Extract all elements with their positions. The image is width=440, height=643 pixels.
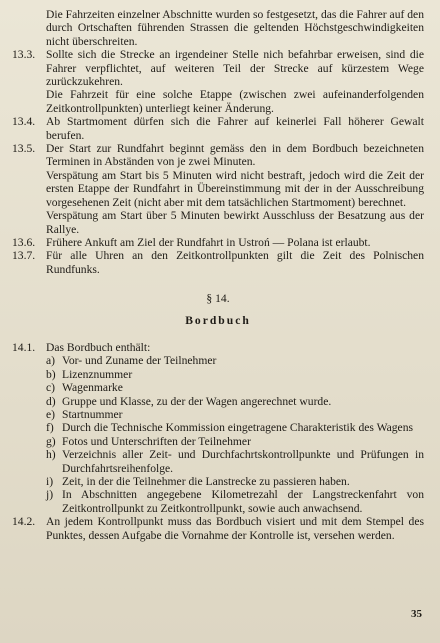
section-number: § 14. [206, 292, 230, 306]
item-text: Verspätung am Start über 5 Minuten bewirkt Ausschluss der Besatzung aus der Rallye. [46, 209, 424, 236]
list-letter: j) [46, 488, 54, 502]
list-item [12, 435, 424, 448]
list-item [12, 421, 424, 434]
list-text: In Abschnitten angegebene Kilometrezahl der Langstreckenfahrt von Zeitkontrollpunkt zu Zeitkontrollpunkt, sowie auch anwachsend. [62, 488, 424, 515]
list-letter: i) [46, 475, 54, 488]
item-number: 13.7. [12, 249, 36, 263]
section-13-items [12, 48, 424, 276]
item-number: 14.2. [12, 515, 36, 529]
list-text: Durch die Technische Kommission eingetragene Charakteristik des Wagens [62, 421, 414, 435]
list-text: Zeit, in der die Teilnehmer die Lanstrecke zu passieren haben. [62, 475, 350, 488]
list-letter: e) [46, 407, 56, 421]
bordbuch-contents-list [12, 354, 424, 515]
item-text: An jedem Kontrollpunkt muss das Bordbuch visiert und mit dem Stempel des Punktes, dessen Aufgabe die Vornahme der Kontrolle ist, versehen werden. [46, 515, 424, 542]
list-item [12, 368, 424, 381]
list-letter: a) [46, 354, 56, 368]
item-number: 13.6. [12, 235, 36, 249]
item-13-6 [12, 236, 424, 249]
intro-paragraph: Die Fahrzeiten einzelner Abschnitte wurden so festgesetzt, das die Fahrer auf den durch Ortschaften führenden Strassen die geltenden Höchstgeschwindigkeiten nicht überschreiten. [46, 8, 424, 48]
list-text: Lizenznummer [62, 367, 133, 381]
list-item [12, 354, 424, 367]
item-text: Das Bordbuch enthält: [46, 340, 151, 354]
list-item [12, 475, 424, 488]
item-text: Ab Startmoment dürfen sich die Fahrer auf keinerlei Fall höherer Gewalt berufen. [46, 115, 424, 142]
item-number: 13.5. [12, 142, 36, 156]
item-13-4 [12, 115, 424, 142]
list-text: Verzeichnis aller Zeit- und Durchfachrtskontrollpunkte und Prüfungen in Durchfahrtsreihenfolge. [62, 448, 424, 475]
list-letter: d) [46, 394, 56, 408]
list-letter: c) [46, 381, 56, 395]
item-14-2 [12, 515, 424, 542]
item-number: 13.3. [12, 48, 36, 62]
item-text: Verspätung am Start bis 5 Minuten wird nicht bestraft, jedoch wird die Zeit der ersten Etappe der Rundfahrt in Übereinstimmung mit der in der Ausschreibung vorgesehenen Zeit (nicht aber mit dem tatsächlichen Startmoment) berechnet. [46, 168, 424, 209]
list-item [12, 408, 424, 421]
item-text: Der Start zur Rundfahrt beginnt gemäss den in dem Bordbuch bezeichneten Terminen in Abständen von je zwei Minuten. [46, 142, 424, 169]
list-letter: h) [46, 448, 56, 462]
item-13-7 [12, 249, 424, 276]
list-letter: b) [46, 367, 56, 381]
item-text: Sollte sich die Strecke an irgendeiner Stelle nich befahrbar erweisen, sind die Fahrer verpflichtet, auf weiteren Teil der Strecke auf kürzestem Wege zurückzukehren. [46, 48, 424, 89]
list-item [12, 448, 424, 475]
list-letter: g) [46, 434, 56, 448]
list-text: Startnummer [62, 407, 123, 421]
list-text: Gruppe und Klasse, zu der der Wagen angerechnet wurde. [62, 394, 332, 408]
item-number: 13.4. [12, 115, 36, 129]
item-13-5 [12, 142, 424, 236]
list-item [12, 488, 424, 515]
section-title: Bordbuch [185, 313, 251, 327]
list-letter: f) [46, 421, 54, 435]
item-13-3 [12, 48, 424, 115]
item-text: Die Fahrzeit für eine solche Etappe (zwischen zwei aufeinanderfolgenden Zeitkontrollpunkten) unterliegt keiner Änderung. [46, 88, 424, 115]
item-text: Für alle Uhren an den Zeitkontrollpunkten gilt die Zeit des Polnischen Rundfunks. [46, 249, 424, 276]
list-text: Fotos und Unterschriften der Teilnehmer [62, 434, 251, 448]
list-text: Wagenmarke [62, 381, 123, 395]
list-text: Vor- und Zuname der Teilnehmer [62, 354, 217, 368]
list-item [12, 381, 424, 394]
item-text: Frühere Ankuft am Ziel der Rundfahrt in Ustroń — Polana ist erlaubt. [46, 235, 371, 249]
item-14-1 [12, 341, 424, 354]
item-number: 14.1. [12, 340, 36, 354]
page-number: 35 [411, 607, 422, 620]
list-item [12, 395, 424, 408]
